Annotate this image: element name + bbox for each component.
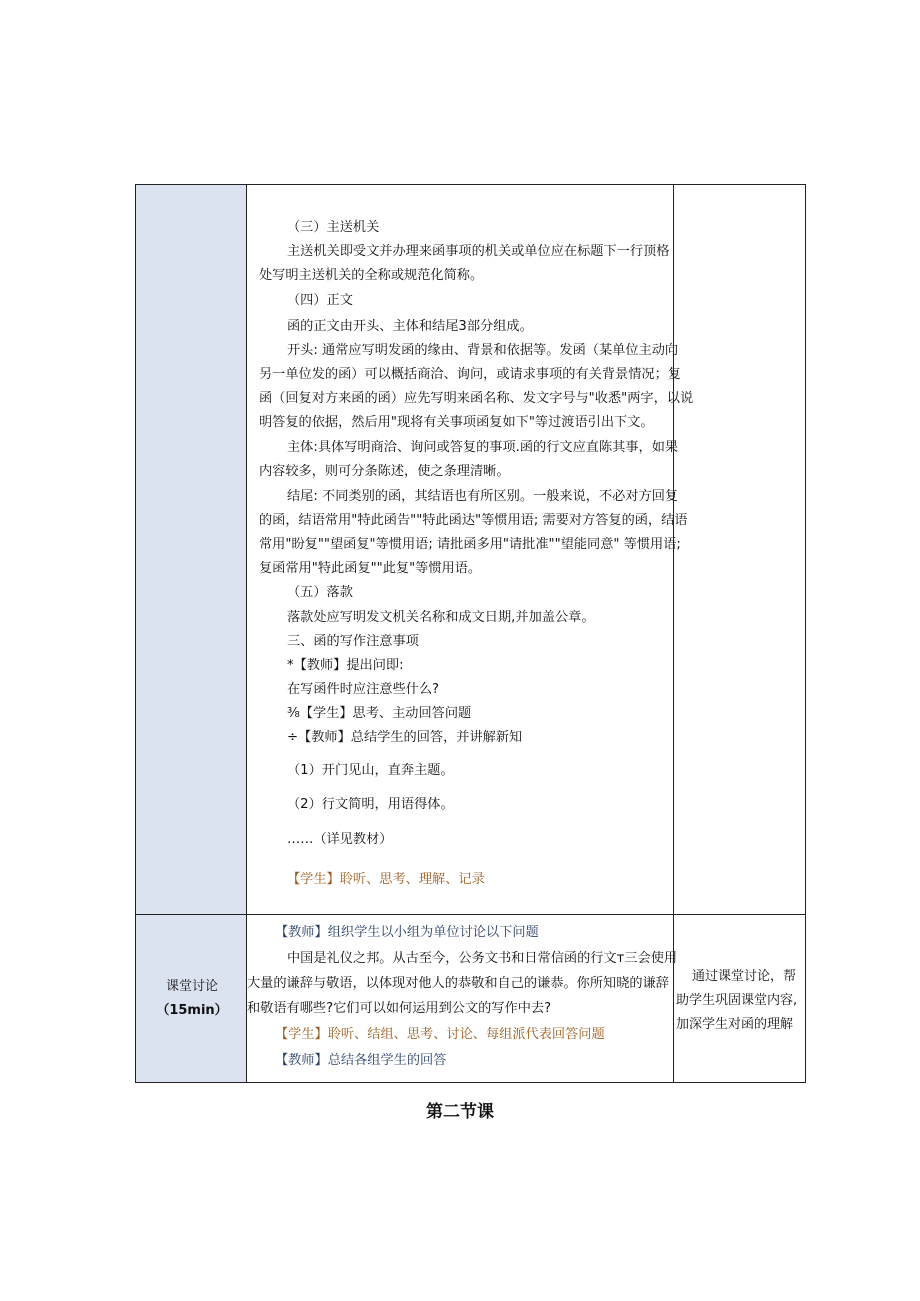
subheading-recipient: （三）主送机关 <box>287 220 380 235</box>
note-cell-2 <box>673 914 806 1083</box>
paragraph-line: 内容较多，则可分条陈述，使之条理清晰。 <box>259 464 510 479</box>
subheading-body: （四）正文 <box>287 293 353 308</box>
paragraph-line: 另一单位发的函）可以概括商洽、询问，或请求事项的有关背景情况；复 <box>259 367 681 382</box>
question-line: 在写函件时应注意些什么? <box>287 682 440 697</box>
paragraph-line: 开头: 通常应写明发函的缘由、背景和依据等。发函（某单位主动向 <box>287 343 679 358</box>
content-cell-1 <box>246 184 694 915</box>
paragraph-line: 和敬语有哪些?它们可以如何运用到公文的写作中去? <box>247 1001 552 1016</box>
page-heading: 第二节课 <box>426 1102 494 1122</box>
paragraph-line: 常用"盼复""望函复"等惯用语; 请批函多用"请批准""望能同意" 等惯用语; <box>259 537 681 552</box>
lesson-table <box>135 184 806 1083</box>
list-item: ……（详见教材） <box>287 832 393 847</box>
paragraph-line: 落款处应写明发文机关名称和成文日期,并加盖公章。 <box>287 610 595 625</box>
section-label: 课堂讨论 <box>165 979 218 994</box>
section-label-cell-1 <box>135 184 247 915</box>
list-item: （2）行文简明，用语得体。 <box>287 797 454 812</box>
student-activity-highlight: 【学生】聆听、思考、理解、记录 <box>287 872 485 887</box>
paragraph-line: 主体:具体写明商洽、询问或答复的事项.函的行文应直陈其事，如果 <box>287 440 679 455</box>
section-duration: （15min） <box>156 1003 228 1018</box>
paragraph-line: 处写明主送机关的全称或规范化简称。 <box>259 268 484 283</box>
student-activity: ⅜【学生】思考、主动回答问题 <box>287 706 472 721</box>
paragraph-line: 的函，结语常用"特此函告""特此函达"等惯用语; 需要对方答复的函，结语 <box>259 513 688 528</box>
teacher-summary-highlight: 【教师】总结各组学生的回答 <box>275 1053 447 1068</box>
paragraph-line: 复函常用"特此函复""此复"等惯用语。 <box>259 561 482 576</box>
note-cell-1 <box>673 184 806 915</box>
note-line: 助学生巩固课堂内容, <box>676 993 798 1008</box>
teacher-instruction: 【教师】组织学生以小组为单位讨论以下问题 <box>275 925 539 940</box>
teacher-prompt: *【教师】提出问即: <box>287 658 404 673</box>
student-activity-highlight: 【学生】聆听、结组、思考、讨论、每组派代表回答问题 <box>275 1027 605 1042</box>
list-item: （1）开门见山，直奔主题。 <box>287 763 454 778</box>
section-label-cell-2 <box>135 914 247 1083</box>
subheading-notes: 三、函的写作注意事项 <box>287 634 419 649</box>
note-line: 加深学生对函的理解 <box>676 1017 794 1032</box>
paragraph-line: 主送机关即受文并办理来函事项的机关或单位应在标题下一行顶格 <box>287 244 670 259</box>
paragraph-line: 明答复的依据，然后用"现将有关事项函复如下"等过渡语引出下文。 <box>259 415 654 430</box>
paragraph-line: 函（回复对方来函的函）应先写明来函名称、发文字号与"收悉"两字，以说 <box>259 391 694 406</box>
paragraph-line: 函的正文由开头、主体和结尾3部分组成。 <box>287 319 533 334</box>
subheading-signature: （五）落款 <box>287 585 353 600</box>
paragraph-line: 结尾: 不同类别的函，其结语也有所区别。一般来说，不必对方回复 <box>287 489 679 504</box>
content-cell-2 <box>246 914 678 1083</box>
paragraph-line: 中国是礼仪之邦。从古至今，公务文书和日常信函的行文т三会使用 <box>287 951 678 966</box>
paragraph-line: 大量的谦辞与敬语，以体现对他人的恭敬和自己的谦恭。你所知晓的谦辞 <box>247 976 669 991</box>
teacher-summary: ÷【教师】总结学生的回答，并讲解新知 <box>287 730 523 745</box>
note-line: 通过课堂讨论，帮 <box>692 969 797 984</box>
